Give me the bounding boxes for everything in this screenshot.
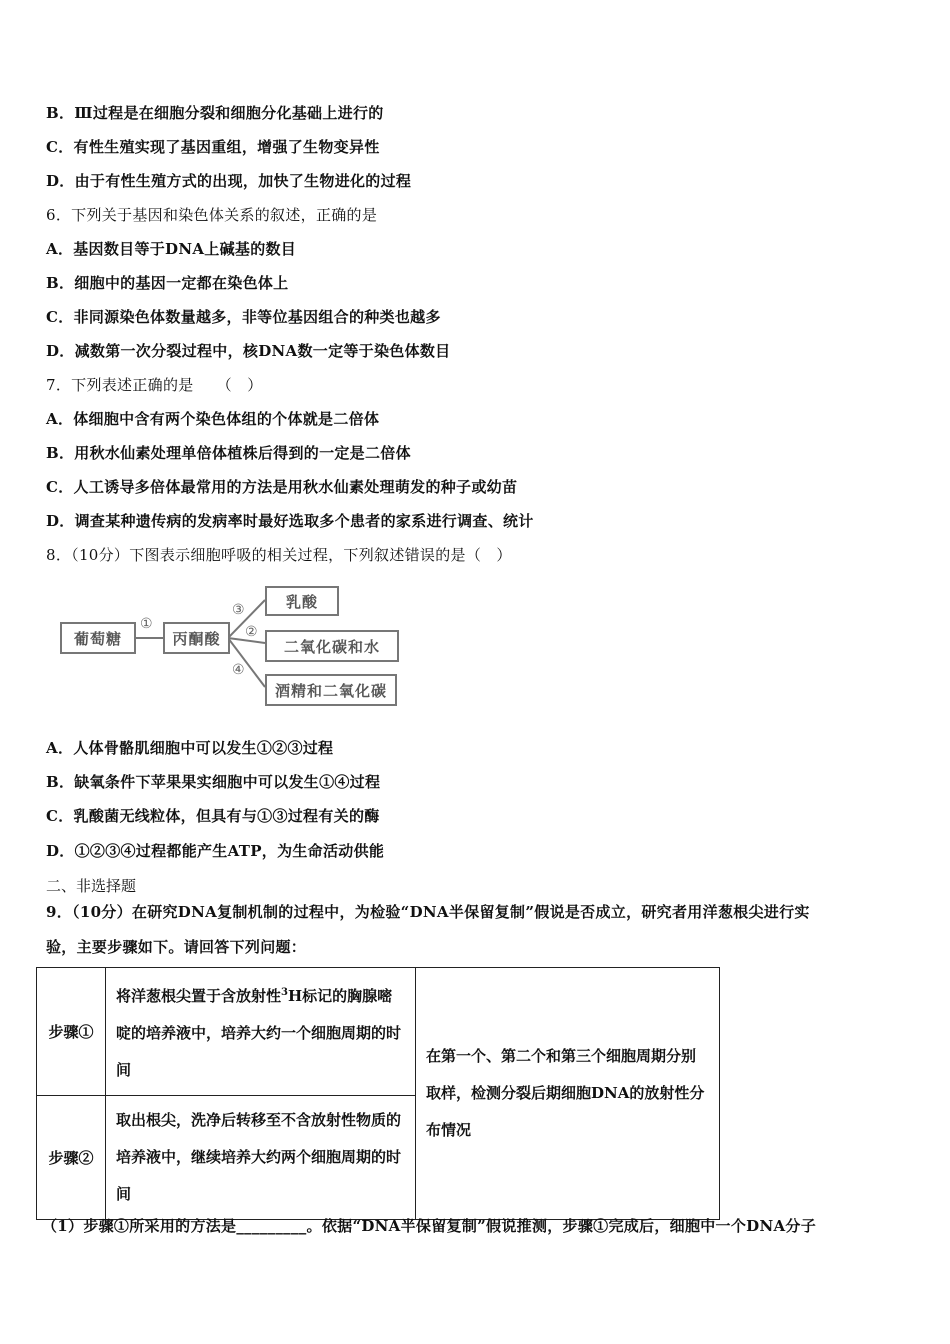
- q8-stem: 8．（10分）下图表示细胞呼吸的相关过程，下列叙述错误的是（ ）: [46, 546, 512, 564]
- steps-table: [36, 967, 720, 1220]
- step1-label: ①: [140, 616, 153, 632]
- alcohol-co2-box: 酒精和二氧化碳: [265, 674, 397, 706]
- step1-description: [106, 968, 416, 1096]
- q7-option-b: B．用秋水仙素处理单倍体植株后得到的一定是二倍体: [46, 444, 411, 462]
- q8-option-b: B．缺氧条件下苹果果实细胞中可以发生①④过程: [46, 773, 381, 791]
- q8-option-c: C．乳酸菌无线粒体，但具有与①③过程有关的酶: [46, 807, 380, 825]
- step1-name: 步骤①: [37, 968, 106, 1096]
- step1-desc-a: 将洋葱根尖置于含放射性: [116, 987, 282, 1005]
- step3-label: ③: [232, 602, 245, 618]
- pyruvate-box: 丙酮酸: [163, 622, 230, 654]
- q7-option-d: D．调查某种遗传病的发病率时最好选取多个患者的家系进行调查、统计: [46, 512, 534, 530]
- q5-option-b: B．Ⅲ过程是在细胞分裂和细胞分化基础上进行的: [46, 104, 384, 122]
- step2-name: 步骤②: [37, 1096, 106, 1220]
- q6-option-c: C．非同源染色体数量越多，非等位基因组合的种类也越多: [46, 308, 441, 326]
- result-cell: 在第一个、第二个和第三个细胞周期分别取样，检测分裂后期细胞DNA的放射性分布情况: [416, 968, 720, 1220]
- q8-option-a: A．人体骨骼肌细胞中可以发生①②③过程: [46, 739, 334, 757]
- step4-label: ④: [232, 662, 245, 678]
- q7-stem: 7．下列表述正确的是 （ ）: [46, 376, 263, 394]
- q9-stem-line2: 验，主要步骤如下。请回答下列问题：: [46, 938, 307, 956]
- glucose-box: 葡萄糖: [60, 622, 136, 654]
- respiration-diagram: [60, 580, 410, 710]
- step1-desc-b: H标记的胸腺嘧啶的培养液中，培养大约一个细胞周期的时间: [116, 987, 402, 1079]
- q6-option-d: D．减数第一次分裂过程中，核DNA数一定等于染色体数目: [46, 342, 451, 360]
- lactic-acid-box: 乳酸: [265, 586, 339, 616]
- section-heading: 二、非选择题: [46, 877, 137, 895]
- q9-stem-line1: 9．（10分）在研究DNA复制机制的过程中，为检验“DNA半保留复制”假说是否成立，研究者用洋葱根尖进行实: [46, 903, 810, 921]
- q6-option-b: B．细胞中的基因一定都在染色体上: [46, 274, 289, 292]
- q7-option-a: A．体细胞中含有两个染色体组的个体就是二倍体: [46, 410, 380, 428]
- q9-sub1: （1）步骤①所采用的方法是_________。依据“DNA半保留复制”假说推测，步骤①完成后，细胞中一个DNA分子: [42, 1217, 817, 1235]
- table-row: [37, 968, 720, 1096]
- step2-label: ②: [245, 624, 258, 640]
- q5-option-d: D．由于有性生殖方式的出现，加快了生物进化的过程: [46, 172, 412, 190]
- q6-stem: 6．下列关于基因和染色体关系的叙述，正确的是: [46, 206, 378, 224]
- q5-option-c: C．有性生殖实现了基因重组，增强了生物变异性: [46, 138, 380, 156]
- q8-option-d: D．①②③④过程都能产生ATP，为生命活动供能: [46, 842, 385, 860]
- step2-description: 取出根尖，洗净后转移至不含放射性物质的培养液中，继续培养大约两个细胞周期的时间: [106, 1096, 416, 1220]
- q7-option-c: C．人工诱导多倍体最常用的方法是用秋水仙素处理萌发的种子或幼苗: [46, 478, 518, 496]
- q6-option-a: A．基因数目等于DNA上碱基的数目: [46, 240, 297, 258]
- step1-superscript: 3: [281, 987, 288, 998]
- co2-water-box: 二氧化碳和水: [265, 630, 399, 662]
